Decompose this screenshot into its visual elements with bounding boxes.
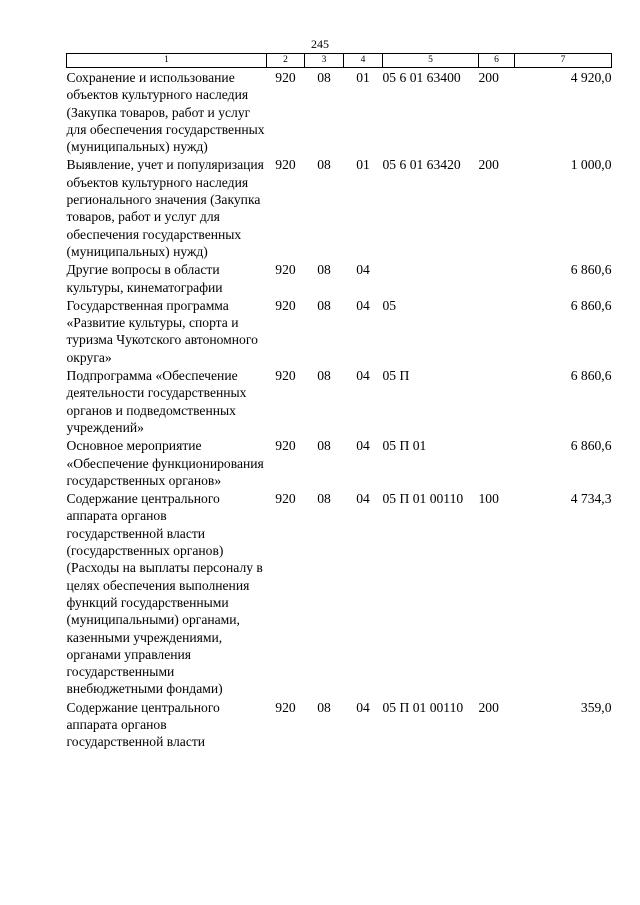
page-number: 245 xyxy=(311,37,329,51)
amount: 6 860,6 xyxy=(570,438,612,454)
grbs-code: 920 xyxy=(275,297,296,313)
expense-type-code: 200 xyxy=(478,699,499,715)
grbs-code: 920 xyxy=(275,157,296,173)
table-row xyxy=(67,68,612,156)
column-number: 5 xyxy=(383,54,479,68)
target-item-code: 05 6 01 63400 xyxy=(382,70,461,85)
grbs-code: 920 xyxy=(275,699,296,715)
table-row xyxy=(67,436,612,489)
item-name: Другие вопросы в области культуры, кинематографии xyxy=(66,262,223,295)
grbs-code: 920 xyxy=(275,368,296,384)
expense-type-code xyxy=(479,260,515,296)
section-code: 08 xyxy=(317,157,331,173)
amount: 6 860,6 xyxy=(570,262,612,278)
item-name: Выявление, учет и популяризация объектов культурного наследия регионального значения (Закупка товаров, работ и услуг для обеспечения государственных (муниципальных) нужд) xyxy=(66,157,264,259)
amount: 4 920,0 xyxy=(570,70,612,85)
amount: 6 860,6 xyxy=(570,368,612,384)
section-code: 08 xyxy=(317,262,331,278)
target-item-code: 05 П 01 00110 xyxy=(382,491,464,507)
target-item-code: 05 П 01 xyxy=(382,438,427,454)
column-number: 4 xyxy=(344,54,383,68)
target-item-code: 05 xyxy=(382,297,397,313)
grbs-code: 920 xyxy=(275,70,296,85)
item-name: Основное мероприятие «Обеспечение функционирования государственных органов» xyxy=(66,438,264,488)
table-row xyxy=(67,296,612,366)
amount: 1 000,0 xyxy=(570,157,612,173)
column-number: 3 xyxy=(305,54,344,68)
subsection-code: 04 xyxy=(356,699,370,715)
expense-type-code: 100 xyxy=(478,491,499,507)
amount: 4 734,3 xyxy=(570,491,612,507)
item-name: Сохранение и использование объектов культурного наследия (Закупка товаров, работ и услуг для обеспечения государственных (муниципальных) нужд) xyxy=(66,70,265,155)
item-name: Государственная программа «Развитие культуры, спорта и туризма Чукотского автономного округа» xyxy=(66,297,258,365)
subsection-code: 04 xyxy=(356,491,370,507)
subsection-code: 01 xyxy=(356,157,370,173)
column-number: 6 xyxy=(479,54,515,68)
subsection-code: 04 xyxy=(356,297,370,313)
expense-type-code xyxy=(479,366,515,436)
grbs-code: 920 xyxy=(275,438,296,454)
table-row xyxy=(67,698,612,751)
expense-type-code: 200 xyxy=(478,157,499,173)
grbs-code: 920 xyxy=(275,262,296,278)
section-code: 08 xyxy=(317,438,331,454)
target-item-code: 05 П 01 00110 xyxy=(382,699,464,715)
expense-type-code xyxy=(479,436,515,489)
section-code: 08 xyxy=(317,297,331,313)
item-name: Содержание центрального аппарата органов государственной власти (государственных органов) (Расходы на выплаты персоналу в целях обеспечения выполнения функций государственными (муниципальными) органами, казенными учреждениями, органами управления государственными внебюджетными фондами) xyxy=(66,491,263,697)
grbs-code: 920 xyxy=(275,491,296,507)
section-code: 08 xyxy=(317,699,331,715)
column-number: 2 xyxy=(267,54,305,68)
expense-type-code: 200 xyxy=(478,70,499,85)
subsection-code: 04 xyxy=(356,262,370,278)
amount: 359,0 xyxy=(580,699,612,715)
section-code: 08 xyxy=(317,368,331,384)
subsection-code: 04 xyxy=(356,438,370,454)
item-name: Содержание центрального аппарата органов государственной власти xyxy=(66,699,220,750)
column-number: 7 xyxy=(515,54,612,68)
target-item-code xyxy=(383,260,479,296)
subsection-code: 01 xyxy=(356,70,370,85)
table-row xyxy=(67,366,612,436)
amount: 6 860,6 xyxy=(570,297,612,313)
target-item-code: 05 П xyxy=(382,368,410,384)
table-row xyxy=(67,155,612,260)
section-code: 08 xyxy=(317,70,331,85)
expense-type-code xyxy=(479,296,515,366)
subsection-code: 04 xyxy=(356,368,370,384)
target-item-code: 05 6 01 63420 xyxy=(382,157,461,173)
column-number: 1 xyxy=(67,54,267,68)
column-number-row xyxy=(67,54,612,68)
table-row xyxy=(67,260,612,296)
budget-table xyxy=(66,53,612,751)
table-row xyxy=(67,489,612,698)
section-code: 08 xyxy=(317,491,331,507)
item-name: Подпрограмма «Обеспечение деятельности государственных органов и подведомственных учреждений» xyxy=(66,368,247,435)
